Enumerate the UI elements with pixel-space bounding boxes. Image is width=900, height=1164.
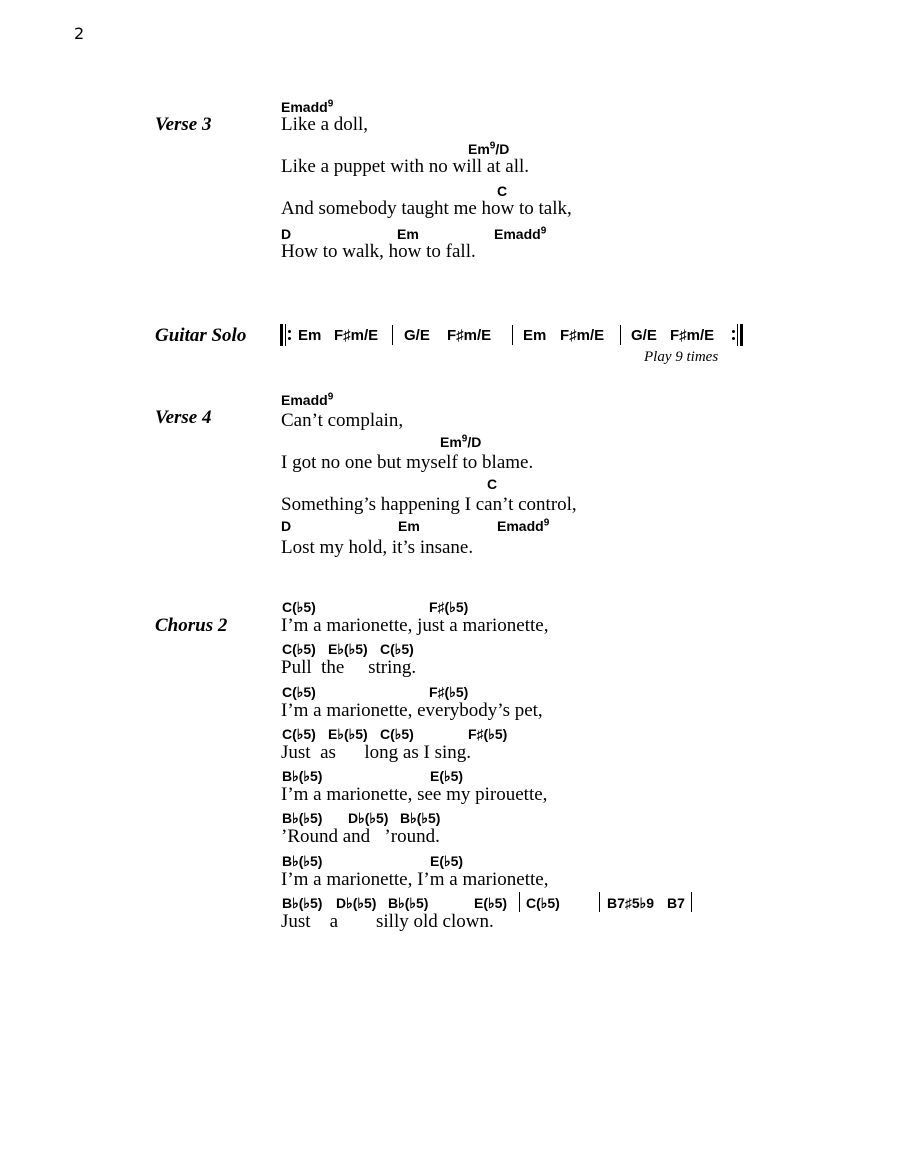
lyric-line: I’m a marionette, see my pirouette, — [281, 784, 548, 805]
chord: Em$^9$/D — [440, 433, 482, 450]
chord: B♭(♭5) — [400, 810, 441, 826]
chord: E(♭5) — [430, 853, 464, 869]
chord: D — [281, 518, 292, 534]
chord: Em$^9$/D — [468, 140, 510, 157]
repeat-start-sign — [280, 324, 294, 346]
chord: E♭(♭5) — [328, 726, 368, 742]
lyric-line: Like a doll, — [281, 114, 369, 135]
section-label-verse-4: Verse 4 — [155, 407, 212, 428]
chord: E♭(♭5) — [328, 641, 368, 657]
chord: F♯(♭5) — [429, 599, 469, 615]
bar-line — [599, 892, 600, 912]
repeat-end-sign — [732, 324, 746, 346]
bar-line — [691, 892, 692, 912]
chord: F♯m/E — [447, 327, 492, 344]
lyric-line: Something’s happening I can’t control, — [281, 494, 577, 515]
lyric-line: I’m a marionette, I’m a marionette, — [281, 869, 549, 890]
bar-line — [392, 325, 393, 345]
lyric-line: And somebody taught me how to talk, — [281, 198, 572, 219]
section-label-verse-3: Verse 3 — [155, 114, 212, 135]
chord: E(♭5) — [430, 768, 464, 784]
chord: F♯(♭5) — [468, 726, 508, 742]
chord: C(♭5) — [282, 684, 316, 700]
bar-line — [519, 892, 520, 912]
lyric-line: I’m a marionette, just a marionette, — [281, 615, 549, 636]
chord: B♭(♭5) — [282, 895, 323, 911]
lyric-line: Can’t complain, — [281, 410, 404, 431]
repeat-instruction: Play 9 times — [644, 349, 719, 365]
chord: Em — [523, 327, 547, 344]
lyric-line: I’m a marionette, everybody’s pet, — [281, 700, 543, 721]
chord: B♭(♭5) — [388, 895, 429, 911]
chord: F♯m/E — [334, 327, 379, 344]
chord: B♭(♭5) — [282, 810, 323, 826]
section-label-chorus-2: Chorus 2 — [155, 615, 228, 636]
bar-line — [620, 325, 621, 345]
lyric-line: Like a puppet with no will at all. — [281, 156, 530, 177]
chord: Em — [397, 226, 419, 242]
chord: C(♭5) — [282, 641, 316, 657]
lyric-line: Just a silly old clown. — [281, 911, 494, 932]
chord: C — [497, 183, 508, 199]
lyric-line: Just as long as I sing. — [281, 742, 471, 763]
chord: Em — [298, 327, 322, 344]
chord: C(♭5) — [282, 599, 316, 615]
page-number: 2 — [74, 24, 85, 43]
chord: Emadd$^9$ — [497, 517, 550, 534]
lyric-line: I got no one but myself to blame. — [281, 452, 534, 473]
chord: E(♭5) — [474, 895, 508, 911]
chord: F♯m/E — [560, 327, 605, 344]
chord: B7 — [667, 895, 685, 911]
chord: B♭(♭5) — [282, 853, 323, 869]
chord: D♭(♭5) — [336, 895, 377, 911]
lyric-line: Lost my hold, it’s insane. — [281, 537, 474, 558]
chord: F♯(♭5) — [429, 684, 469, 700]
chord: C — [487, 476, 498, 492]
chord: C(♭5) — [380, 641, 414, 657]
chord: Emadd$^9$ — [281, 391, 334, 408]
guitar-solo-chord-bars — [280, 320, 750, 350]
chord: Em — [398, 518, 420, 534]
bar-line — [512, 325, 513, 345]
chord: D — [281, 226, 292, 242]
chord: D♭(♭5) — [348, 810, 389, 826]
lyric-line: ’Round and ’round. — [281, 826, 440, 847]
chord: G/E — [404, 327, 430, 344]
chord: B7♯5♭9 — [607, 895, 655, 911]
section-label-guitar-solo: Guitar Solo — [155, 325, 247, 346]
chord: F♯m/E — [670, 327, 715, 344]
chord: Emadd$^9$ — [281, 98, 334, 115]
chord: C(♭5) — [526, 895, 560, 911]
chord: B♭(♭5) — [282, 768, 323, 784]
lyric-line: Pull the string. — [281, 657, 417, 678]
chord: G/E — [631, 327, 657, 344]
chord: C(♭5) — [380, 726, 414, 742]
chord: Emadd$^9$ — [494, 225, 547, 242]
chord: C(♭5) — [282, 726, 316, 742]
lyric-line: How to walk, how to fall. — [281, 241, 476, 262]
